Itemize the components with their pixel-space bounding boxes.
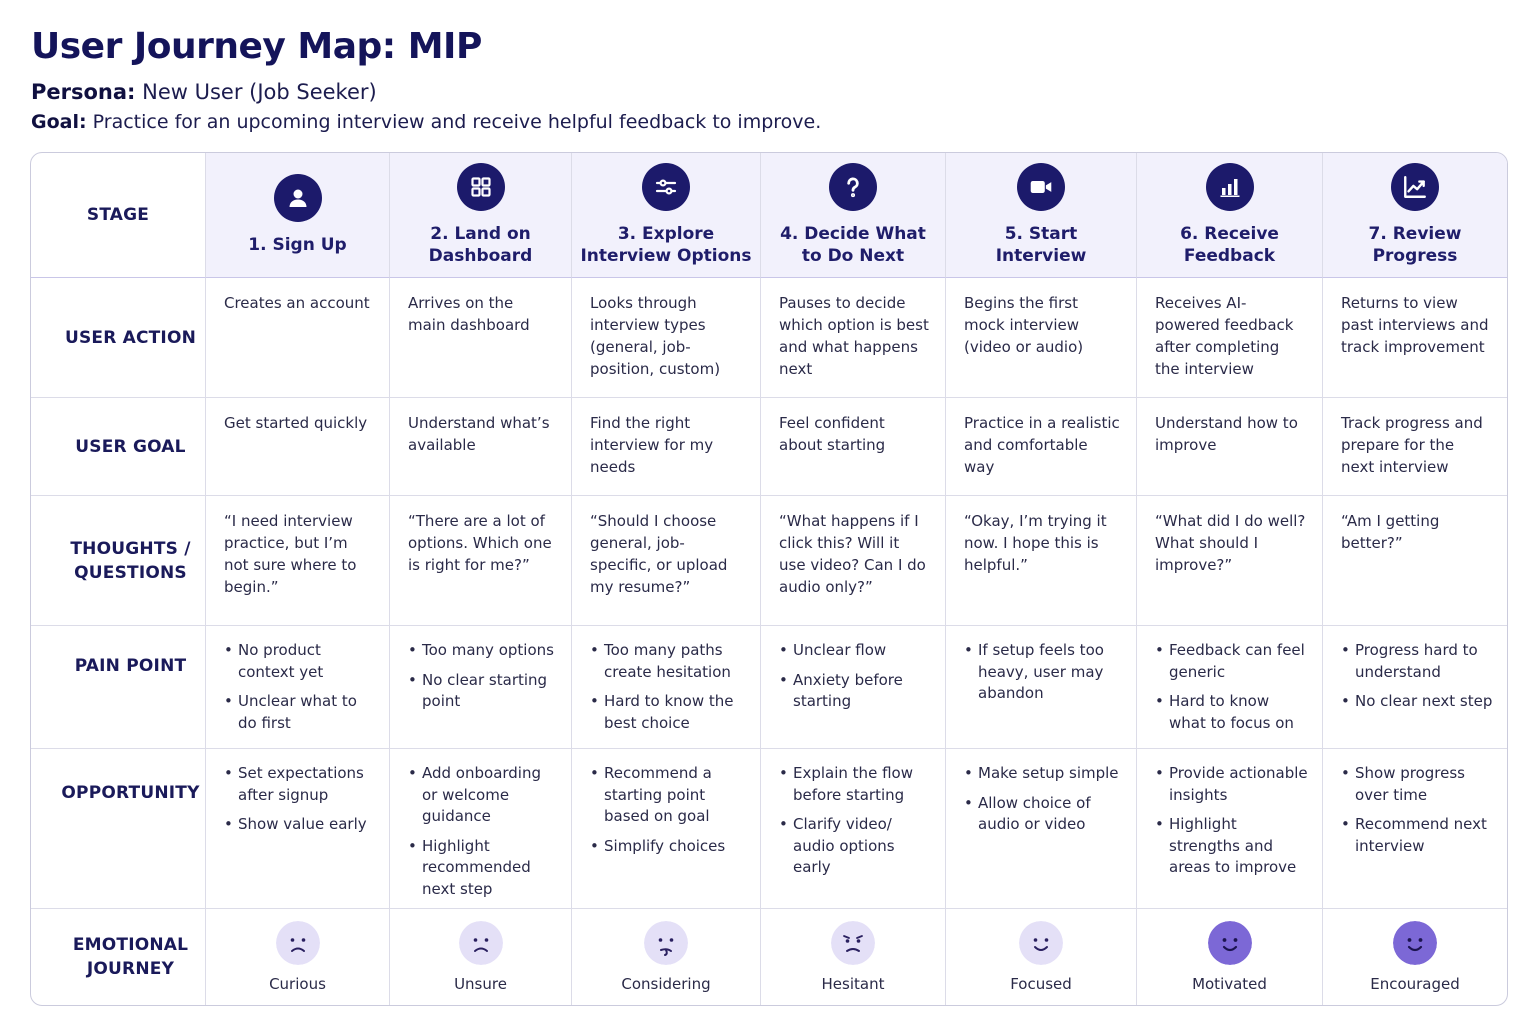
thoughts-cell [761, 496, 946, 626]
user-action-cell [1323, 278, 1507, 398]
pain-point-row [31, 626, 1507, 749]
row-label-stage: STAGE [31, 153, 206, 278]
bar-chart-icon [1206, 163, 1254, 211]
pain-point-item: • Unclear flow [779, 640, 933, 662]
user-goal-text: Understand what’s available [408, 414, 550, 454]
pain-point-list [1323, 626, 1507, 713]
stage-label-line1: 6. Receive [1180, 224, 1279, 244]
user-action-text: Arrives on the main dashboard [408, 294, 530, 334]
row-label-user-goal: USER GOAL [31, 398, 206, 496]
opportunity-list [1137, 749, 1322, 879]
pain-point-cell [206, 626, 390, 749]
stage-header-3 [572, 153, 761, 278]
stage-label-line1: 7. Review [1368, 224, 1462, 244]
opportunity-list [390, 749, 571, 900]
pain-point-item: • No clear next step [1341, 691, 1495, 713]
opportunity-cell [206, 749, 390, 909]
emotion-cell [206, 909, 390, 1005]
pain-point-cell [761, 626, 946, 749]
emotional-journey-row [31, 909, 1507, 1005]
thought-quote: “What happens if I click this? Will it use video? Can I do audio only?” [779, 512, 926, 596]
stage-header-7 [1323, 153, 1507, 278]
goal-line [31, 111, 821, 133]
stage-label [761, 223, 945, 267]
emotion-label: Motivated [1192, 975, 1267, 993]
row-label-thoughts [31, 496, 206, 626]
pain-point-item: • Hard to know the best choice [590, 691, 748, 734]
thoughts-row [31, 496, 1507, 626]
user-goal-cell [390, 398, 572, 496]
user-goal-text: Track progress and prepare for the next interview [1341, 414, 1483, 476]
stage-label [572, 223, 760, 267]
persona-label: Persona: [31, 80, 136, 104]
pain-point-list [572, 626, 760, 734]
opportunity-item: • Allow choice of audio or video [964, 793, 1124, 836]
emotion-cell [390, 909, 572, 1005]
opportunity-item: • Make setup simple [964, 763, 1124, 785]
stage-label [946, 223, 1136, 267]
thoughts-cell [390, 496, 572, 626]
pain-point-cell [390, 626, 572, 749]
thought-quote: “There are a lot of options. Which one is right for me?” [408, 512, 552, 574]
user-action-text: Looks through interview types (general, job-position, custom) [590, 294, 721, 378]
opportunity-item: • Highlight strengths and areas to improve [1155, 814, 1310, 879]
row-label-emotional-journey [31, 909, 206, 1005]
pain-point-item: • No clear starting point [408, 670, 559, 713]
thought-quote: “I need interview practice, but I’m not sure where to begin.” [224, 512, 357, 596]
user-action-cell [572, 278, 761, 398]
user-action-cell [390, 278, 572, 398]
opportunity-item: • Provide actionable insights [1155, 763, 1310, 806]
row-label-emotional-line1: EMOTIONAL [72, 935, 189, 955]
opportunity-list [206, 749, 389, 836]
user-goal-row [31, 398, 1507, 496]
pain-point-cell [946, 626, 1137, 749]
user-goal-cell [1137, 398, 1323, 496]
pain-point-list [390, 626, 571, 713]
opportunity-item: • Set expectations after signup [224, 763, 377, 806]
emotion-label: Hesitant [821, 975, 885, 993]
opportunity-item: • Highlight recommended next step [408, 836, 559, 901]
sad-face-icon [459, 921, 503, 965]
opportunity-item: • Recommend next interview [1341, 814, 1495, 857]
user-goal-text: Understand how to improve [1155, 414, 1298, 454]
persona-value: New User (Job Seeker) [142, 80, 377, 104]
page-title: User Journey Map: MIP [31, 26, 482, 67]
row-label-user-action: USER ACTION [31, 278, 206, 398]
sliders-icon [642, 163, 690, 211]
opportunity-list [572, 749, 760, 857]
pain-point-item: • No product context yet [224, 640, 377, 683]
stage-header-2 [390, 153, 572, 278]
user-action-text: Begins the first mock interview (video or audio) [964, 294, 1084, 356]
user-action-text: Pauses to decide which option is best and what happens next [779, 294, 929, 378]
user-action-text: Returns to view past interviews and track improvement [1341, 294, 1489, 356]
user-action-row [31, 278, 1507, 398]
stage-label-line1: 2. Land on [430, 224, 531, 244]
video-icon [1017, 163, 1065, 211]
user-goal-text: Find the right interview for my needs [590, 414, 714, 476]
user-goal-cell [206, 398, 390, 496]
emotion-label: Encouraged [1370, 975, 1460, 993]
user-action-text: Receives AI-powered feedback after completing the interview [1155, 294, 1294, 378]
emotion-cell [1323, 909, 1507, 1005]
user-action-cell [1137, 278, 1323, 398]
smile-light-face-icon [1019, 921, 1063, 965]
thoughts-cell [1323, 496, 1507, 626]
worried-face-icon [831, 921, 875, 965]
row-label-thoughts-line2: QUESTIONS [74, 562, 187, 583]
pain-point-list [206, 626, 389, 734]
pain-point-cell [1323, 626, 1507, 749]
stage-label-line2: Feedback [1183, 246, 1276, 266]
stage-label-line2: Progress [1372, 246, 1458, 266]
pain-point-item: • Too many options [408, 640, 559, 662]
stage-header-1 [206, 153, 390, 278]
opportunity-item: • Explain the flow before starting [779, 763, 933, 806]
opportunity-cell [1323, 749, 1507, 909]
pain-point-list [761, 626, 945, 713]
stage-label-line2: Interview Options [580, 246, 752, 266]
opportunity-item: • Simplify choices [590, 836, 748, 858]
opportunity-cell [390, 749, 572, 909]
pain-point-item: • Hard to know what to focus on [1155, 691, 1310, 734]
user-action-text: Creates an account [224, 294, 370, 312]
question-icon [829, 163, 877, 211]
pain-point-item: • Anxiety before starting [779, 670, 933, 713]
opportunity-cell [1137, 749, 1323, 909]
row-label-opportunity: OPPORTUNITY [31, 749, 206, 909]
user-action-cell [946, 278, 1137, 398]
emotion-cell [946, 909, 1137, 1005]
stage-label-line2: Dashboard [428, 246, 533, 266]
persona-line [31, 80, 377, 104]
pain-point-item: • Feedback can feel generic [1155, 640, 1310, 683]
goal-label: Goal: [31, 111, 87, 133]
stage-label-line2: to Do Next [801, 246, 905, 266]
user-icon [274, 174, 322, 222]
pain-point-item: • Unclear what to do first [224, 691, 377, 734]
user-goal-cell [572, 398, 761, 496]
pain-point-list [946, 626, 1136, 705]
stage-label [390, 223, 571, 267]
trend-icon [1391, 163, 1439, 211]
stage-label [206, 234, 389, 256]
thoughts-cell [1137, 496, 1323, 626]
opportunity-item: • Show value early [224, 814, 377, 836]
row-label-emotional-line2: JOURNEY [86, 959, 175, 979]
thought-quote: “Should I choose general, job-specific, or upload my resume?” [590, 512, 728, 596]
user-goal-text: Feel confident about starting [779, 414, 886, 454]
opportunity-list [1323, 749, 1507, 857]
row-label-thoughts-line1: THOUGHTS / [70, 538, 191, 559]
user-goal-cell [946, 398, 1137, 496]
row-label-pain-point: PAIN POINT [31, 626, 206, 749]
emotion-cell [761, 909, 946, 1005]
opportunity-item: • Recommend a starting point based on goal [590, 763, 748, 828]
thoughts-cell [206, 496, 390, 626]
pain-point-item: • Too many paths create hesitation [590, 640, 748, 683]
stage-label [1137, 223, 1322, 267]
dashboard-icon [457, 163, 505, 211]
pain-point-cell [572, 626, 761, 749]
stage-label [1323, 223, 1507, 267]
thoughts-cell [572, 496, 761, 626]
stage-header-6 [1137, 153, 1323, 278]
thought-quote: “Am I getting better?” [1341, 512, 1440, 552]
user-action-cell [206, 278, 390, 398]
opportunity-item: • Clarify video/ audio options early [779, 814, 933, 879]
stage-header-5 [946, 153, 1137, 278]
stage-label-line1: 4. Decide What [780, 224, 926, 244]
opportunity-list [946, 749, 1136, 836]
goal-value: Practice for an upcoming interview and receive helpful feedback to improve. [92, 111, 822, 133]
emotion-label: Considering [621, 975, 711, 993]
opportunity-row [31, 749, 1507, 909]
user-goal-text: Practice in a realistic and comfortable way [964, 414, 1120, 476]
emotion-label: Curious [269, 975, 326, 993]
stage-label-line1: 1. Sign Up [248, 235, 347, 255]
opportunity-item: • Show progress over time [1341, 763, 1495, 806]
thoughts-cell [946, 496, 1137, 626]
opportunity-item: • Add onboarding or welcome guidance [408, 763, 559, 828]
smile-strong-face-icon [1208, 921, 1252, 965]
smile-strong-face-icon [1393, 921, 1437, 965]
thought-quote: “Okay, I’m trying it now. I hope this is helpful.” [964, 512, 1107, 574]
user-goal-cell [1323, 398, 1507, 496]
pain-point-cell [1137, 626, 1323, 749]
pain-point-list [1137, 626, 1322, 734]
pain-point-item: • Progress hard to understand [1341, 640, 1495, 683]
emotion-cell [1137, 909, 1323, 1005]
journey-map-table [30, 152, 1508, 1006]
user-action-cell [761, 278, 946, 398]
stage-label-line1: 3. Explore [617, 224, 715, 244]
opportunity-cell [572, 749, 761, 909]
thought-quote: “What did I do well? What should I improve?” [1155, 512, 1306, 574]
opportunity-cell [761, 749, 946, 909]
stage-label-line2: Interview [995, 246, 1087, 266]
user-goal-text: Get started quickly [224, 414, 368, 432]
emotion-label: Focused [1010, 975, 1072, 993]
pain-point-item: • If setup feels too heavy, user may abandon [964, 640, 1124, 705]
opportunity-list [761, 749, 945, 879]
emotion-label: Unsure [454, 975, 507, 993]
user-goal-cell [761, 398, 946, 496]
emotion-cell [572, 909, 761, 1005]
stage-row [31, 153, 1507, 278]
stage-label-line1: 5. Start [1004, 224, 1078, 244]
opportunity-cell [946, 749, 1137, 909]
sad-face-icon [276, 921, 320, 965]
stage-header-4 [761, 153, 946, 278]
wry-face-icon [644, 921, 688, 965]
